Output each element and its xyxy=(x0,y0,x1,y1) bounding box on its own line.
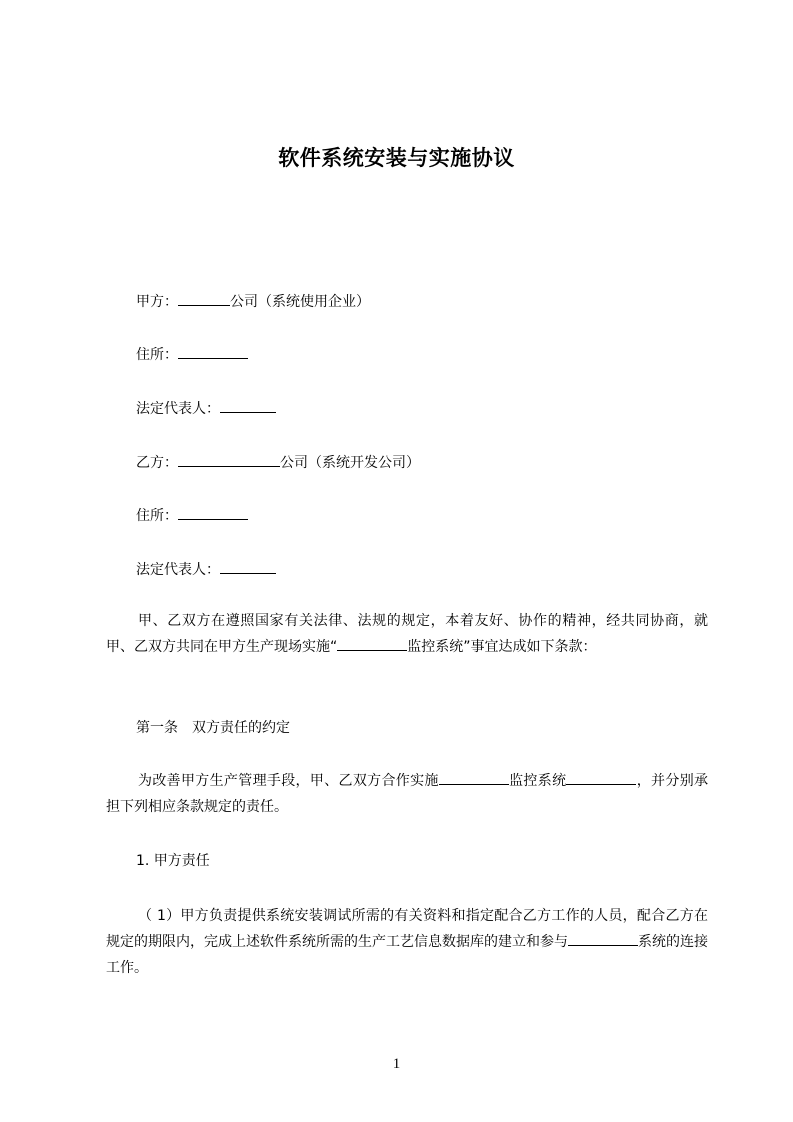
section-1-title: 1. 甲方责任 xyxy=(136,853,210,869)
party-b-address-line xyxy=(136,505,248,526)
section-1-heading xyxy=(136,851,210,871)
article-1-text-system: 监控系统 xyxy=(508,773,567,789)
article-1-text-start: 为改善甲方生产管理手段，甲、乙双方合作实施 xyxy=(138,773,439,789)
party-b-address-label: 住所： xyxy=(136,508,178,524)
article-1-paragraph xyxy=(106,768,708,820)
party-b-name-blank xyxy=(178,452,280,467)
article-1-text-end: ，并分别承担下列相应条款规定的责任。 xyxy=(106,773,709,815)
party-a-address-blank xyxy=(178,344,248,359)
party-b-line xyxy=(136,452,420,473)
party-a-representative-line xyxy=(136,398,276,419)
clause-1-text: （ 1）甲方负责提供系统安装调试所需的有关资料和指定配合乙方工作的人员，配合乙方在规定的期限内，完成上述软件系统所需的生产工艺信息数据库的建立和参与 xyxy=(106,908,708,950)
article-1-number: 第一条 xyxy=(136,720,178,736)
intro-text-start: 甲、乙双方在遵照国家有关法律、法规的规定，本着友好、协作的精神，经共同协商，就甲、乙双方共同在甲方生产现场实施“ xyxy=(106,613,708,655)
connection-system-blank xyxy=(568,931,638,946)
party-a-label: 甲方： xyxy=(136,294,178,310)
party-a-representative-blank xyxy=(220,398,276,413)
intro-text-end: 监控系统”事宜达成如下条款： xyxy=(407,639,597,655)
party-a-suffix: 公司（系统使用企业） xyxy=(230,294,370,310)
party-b-representative-label: 法定代表人： xyxy=(136,562,220,578)
party-a-representative-label: 法定代表人： xyxy=(136,401,220,417)
intro-paragraph xyxy=(106,608,708,660)
clause-1-paragraph xyxy=(106,903,708,981)
party-b-address-blank xyxy=(178,505,248,520)
system-detail-blank xyxy=(566,770,636,785)
page-number: 1 xyxy=(392,1056,401,1072)
project-name-blank xyxy=(439,770,509,785)
party-b-label: 乙方： xyxy=(136,455,178,471)
system-name-blank xyxy=(337,636,407,651)
clause-1-text-end: 系统的连接工作。 xyxy=(106,934,708,976)
party-a-name-blank xyxy=(178,291,230,306)
article-1-title: 双方责任的约定 xyxy=(192,720,290,736)
article-1-heading xyxy=(136,718,290,738)
party-a-line xyxy=(136,291,370,312)
party-a-address-label: 住所： xyxy=(136,347,178,363)
document-title: 软件系统安装与实施协议 xyxy=(278,146,515,170)
party-a-address-line xyxy=(136,344,248,365)
party-b-representative-line xyxy=(136,559,276,580)
party-b-representative-blank xyxy=(220,559,276,574)
party-b-suffix: 公司（系统开发公司） xyxy=(280,455,420,471)
